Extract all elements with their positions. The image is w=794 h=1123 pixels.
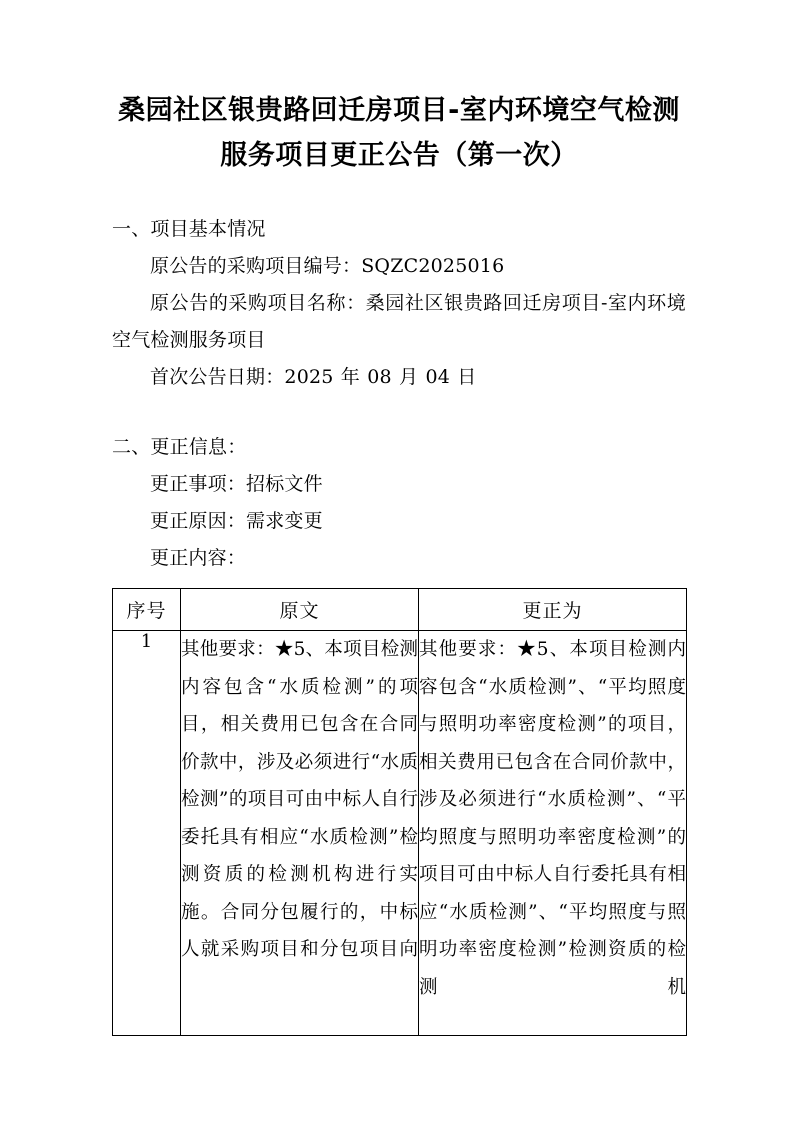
column-header-corrected: 更正为 <box>419 589 687 631</box>
table-header-row <box>113 589 687 631</box>
corrected-text-cell: 其他要求：★5、本项目检测内容包含“水质检测”、“平均照度与照明功率密度检测”的项目，相关费用已包含在合同价款中，涉及必须进行“水质检测”、“平均照度与照明功率密度检测”的项目可由中标人自行委托具有相应“水质检测”、“平均照度与照明功率密度检测”检测资质的检测机 <box>419 631 687 1036</box>
first-announcement-date-line: 首次公告日期：2025 年 08 月 04 日 <box>150 366 477 388</box>
project-name-line: 原公告的采购项目名称：桑园社区银贵路回迁房项目-室内环境空气检测服务项目 <box>112 292 686 351</box>
original-text-cell: 其他要求：★5、本项目检测内容包含“水质检测”的项目，相关费用已包含在合同价款中，涉及必须进行“水质检测”的项目可由中标人自行委托具有相应“水质检测”检测资质的检测机构进行实施。合同分包履行的，中标人就采购项目和分包项目向 <box>181 631 419 1036</box>
correction-content-line: 更正内容： <box>150 547 247 569</box>
document-body <box>112 0 686 1036</box>
section-heading-correction-info: 二、更正信息： <box>112 436 247 458</box>
table-body <box>113 631 687 1036</box>
correction-item-line: 更正事项：招标文件 <box>150 473 323 495</box>
section-project-info <box>112 211 686 396</box>
correction-reason-line: 更正原因：需求变更 <box>150 510 323 532</box>
table-row <box>113 631 687 1036</box>
row-number-cell: 1 <box>113 631 181 1036</box>
page-title: 桑园社区银贵路回迁房项目-室内环境空气检测服务项目更正公告（第一次） <box>118 95 680 171</box>
column-header-no: 序号 <box>113 589 181 631</box>
section-correction-info <box>112 429 686 577</box>
project-number-line: 原公告的采购项目编号：SQZC2025016 <box>150 255 505 277</box>
column-header-original: 原文 <box>181 589 419 631</box>
correction-table <box>112 588 687 1036</box>
section-heading-project-info: 一、项目基本情况 <box>112 218 266 240</box>
table-header <box>113 589 687 631</box>
